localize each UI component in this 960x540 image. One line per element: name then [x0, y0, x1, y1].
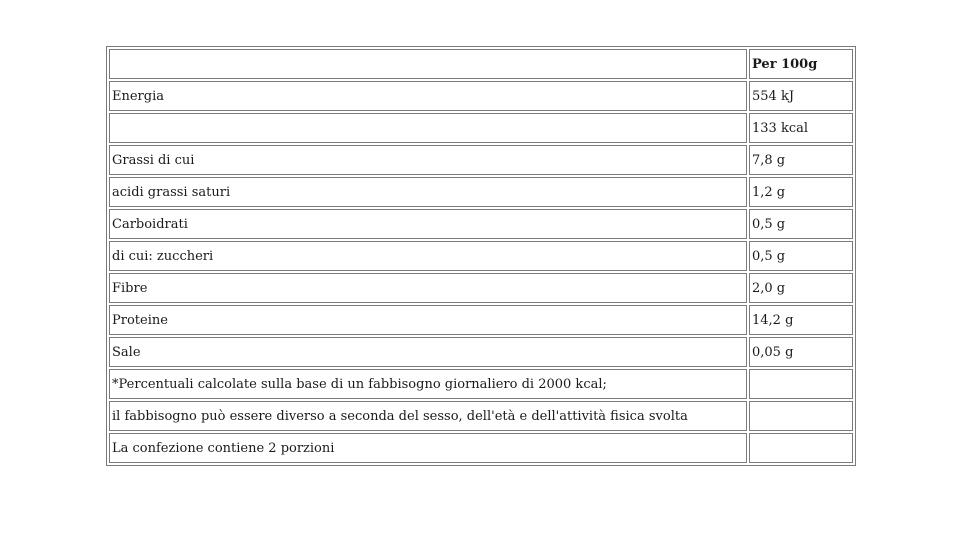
nutrition-table [106, 46, 856, 466]
table-row [109, 241, 853, 271]
table-row [109, 209, 853, 239]
table-row [109, 433, 853, 463]
row-value-cell: 554 kJ [749, 81, 853, 111]
table-header-row [109, 49, 853, 79]
row-label-cell: Fibre [109, 273, 747, 303]
row-value-cell: 1,2 g [749, 177, 853, 207]
header-value-cell: Per 100g [749, 49, 853, 79]
table-row [109, 145, 853, 175]
row-label-cell: Sale [109, 337, 747, 367]
row-value-cell [749, 369, 853, 399]
row-value-cell: 133 kcal [749, 113, 853, 143]
table-row [109, 81, 853, 111]
row-label-cell: *Percentuali calcolate sulla base di un fabbisogno giornaliero di 2000 kcal; [109, 369, 747, 399]
table-row [109, 369, 853, 399]
table-row [109, 401, 853, 431]
table-row [109, 113, 853, 143]
table-row [109, 305, 853, 335]
row-label-cell: il fabbisogno può essere diverso a seconda del sesso, dell'età e dell'attività fisica svolta [109, 401, 747, 431]
row-label-cell: La confezione contiene 2 porzioni [109, 433, 747, 463]
row-value-cell: 7,8 g [749, 145, 853, 175]
row-label-cell: acidi grassi saturi [109, 177, 747, 207]
row-value-cell: 0,05 g [749, 337, 853, 367]
row-label-cell: Carboidrati [109, 209, 747, 239]
row-value-cell [749, 433, 853, 463]
row-value-cell: 2,0 g [749, 273, 853, 303]
header-label-cell [109, 49, 747, 79]
row-label-cell: Energia [109, 81, 747, 111]
row-value-cell: 0,5 g [749, 209, 853, 239]
table-row [109, 273, 853, 303]
row-label-cell: Proteine [109, 305, 747, 335]
table-row [109, 337, 853, 367]
row-value-cell [749, 401, 853, 431]
row-label-cell [109, 113, 747, 143]
table-row [109, 177, 853, 207]
row-label-cell: Grassi di cui [109, 145, 747, 175]
row-label-cell: di cui: zuccheri [109, 241, 747, 271]
row-value-cell: 14,2 g [749, 305, 853, 335]
row-value-cell: 0,5 g [749, 241, 853, 271]
